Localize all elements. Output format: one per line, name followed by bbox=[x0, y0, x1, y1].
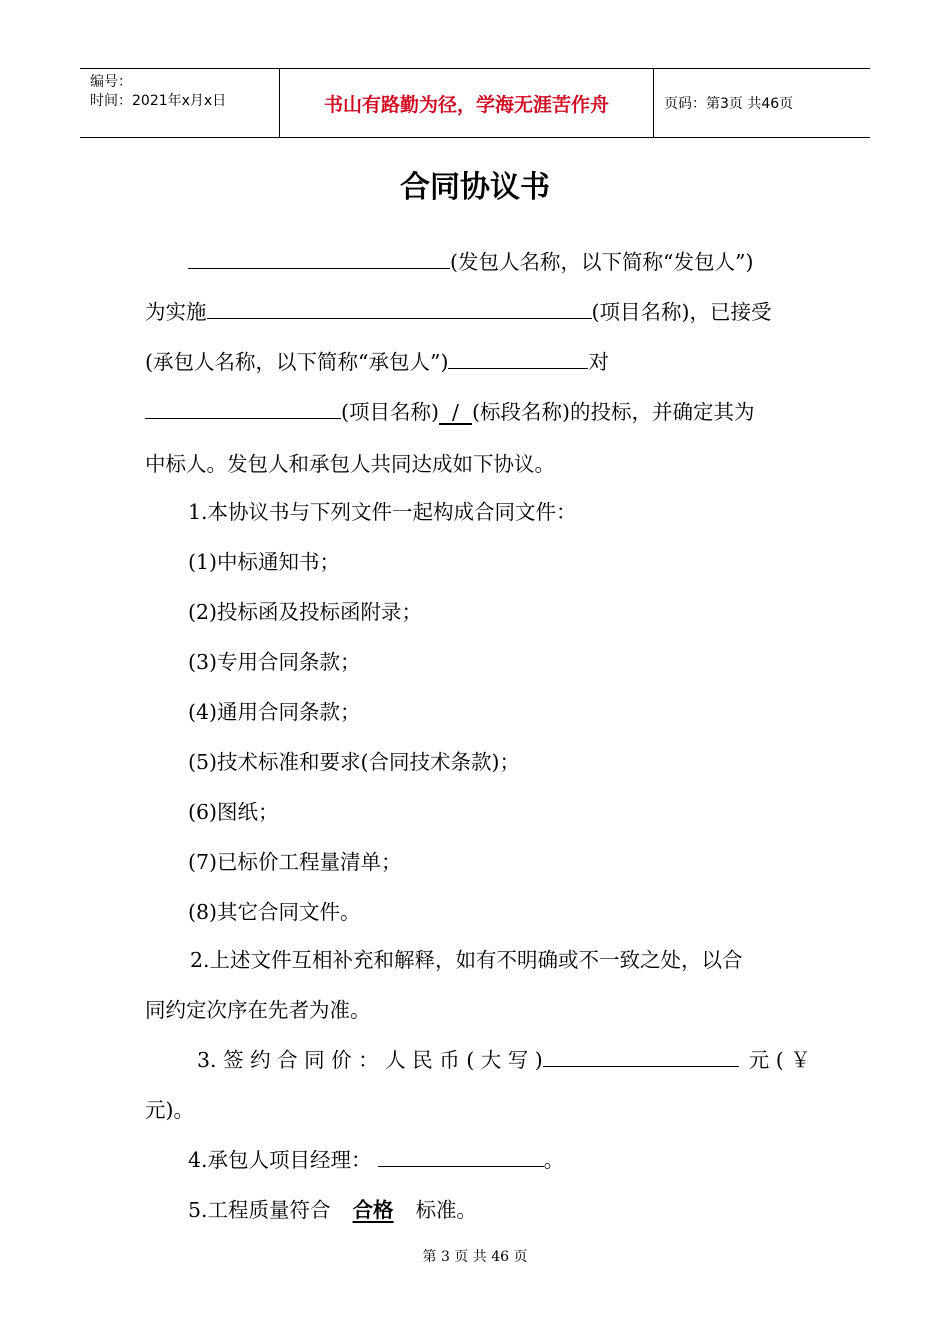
clause-3-continued: 元)。 bbox=[145, 1098, 194, 1122]
page-header bbox=[80, 68, 870, 138]
blank-employer-name bbox=[188, 248, 450, 269]
clause-4: 4.承包人项目经理： 。 bbox=[188, 1148, 565, 1172]
list-item: (8)其它合同文件。 bbox=[188, 900, 361, 924]
paragraph-line: 为实施 (项目名称)，已接受 bbox=[145, 300, 772, 324]
paragraph-line: 中标人。发包人和承包人共同达成如下协议。 bbox=[145, 452, 555, 476]
blank-contract-price bbox=[543, 1046, 739, 1067]
blank-project-manager bbox=[378, 1146, 544, 1167]
header-meta bbox=[80, 69, 280, 137]
list-item: (2)投标函及投标函附录； bbox=[188, 600, 423, 624]
list-item: (5)技术标准和要求(合同技术条款)； bbox=[188, 750, 521, 774]
clause-3: 3. 签 约 合 同 价 ： 人 民 币 ( 大 写 ) 元 ( ￥ bbox=[197, 1048, 811, 1072]
quality-standard-value: 合格 bbox=[352, 1198, 394, 1222]
list-item: (4)通用合同条款； bbox=[188, 700, 361, 724]
list-item: (6)图纸； bbox=[188, 800, 279, 824]
section-name-slash: / bbox=[439, 400, 472, 424]
header-motto: 书山有路勤为径，学海无涯苦作舟 bbox=[280, 69, 654, 137]
clause-2-continued: 同约定次序在先者为准。 bbox=[145, 998, 371, 1022]
page-footer: 第 3 页 共 46 页 bbox=[422, 1249, 528, 1265]
paragraph-line: (发包人名称，以下简称“发包人”) bbox=[188, 245, 753, 275]
document-number-label: 编号： bbox=[90, 74, 132, 90]
blank-project-name bbox=[207, 298, 592, 319]
clause-5: 5.工程质量符合 合格 标准。 bbox=[188, 1198, 478, 1222]
paragraph-line: (承包人名称，以下简称“承包人”) 对 bbox=[145, 350, 609, 374]
document-title: 合同协议书 bbox=[400, 170, 550, 205]
blank-contractor-name bbox=[448, 348, 588, 369]
blank-project-name-2 bbox=[145, 398, 341, 419]
list-item: (7)已标价工程量清单； bbox=[188, 850, 402, 874]
list-item: (3)专用合同条款； bbox=[188, 650, 361, 674]
paragraph-line: (项目名称) / (标段名称)的投标，并确定其为 bbox=[145, 395, 754, 425]
clause-1: 1.本协议书与下列文件一起构成合同文件： bbox=[188, 500, 577, 524]
list-item: (1)中标通知书； bbox=[188, 550, 341, 574]
clause-2: 2.上述文件互相补充和解释，如有不明确或不一致之处，以合 bbox=[190, 948, 743, 972]
document-time-label: 时间：2021年x月x日 bbox=[90, 93, 227, 109]
header-page-info: 页码：第3页 共46页 bbox=[664, 96, 794, 112]
